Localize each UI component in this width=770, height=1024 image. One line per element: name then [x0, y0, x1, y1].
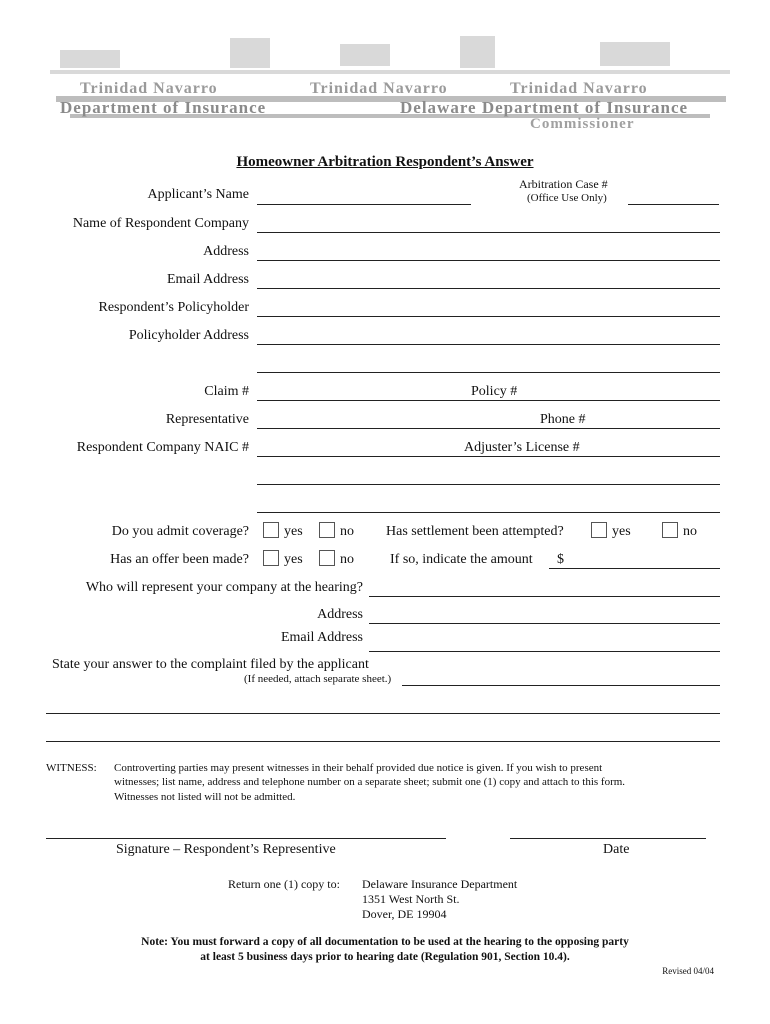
note-line-2: at least 5 business days prior to hearing date (Regulation 901, Section 10.4).: [200, 951, 570, 963]
answer-field-2[interactable]: [46, 713, 720, 714]
policyholder-field[interactable]: [257, 316, 720, 317]
offer-no-checkbox[interactable]: [319, 550, 335, 566]
admit-coverage-no-checkbox[interactable]: [319, 522, 335, 538]
settlement-no-label: no: [683, 524, 697, 539]
answer-field-3[interactable]: [46, 741, 720, 742]
offer-label: Has an offer been made?: [110, 552, 249, 567]
witness-label: WITNESS:: [46, 762, 97, 774]
letterhead-name-repeat: Trinidad Navarro: [310, 80, 448, 97]
admit-coverage-yes-label: yes: [284, 524, 303, 539]
policyholder-address-label: Policyholder Address: [128, 328, 249, 343]
witness-line-3: Witnesses not listed will not be admitted.: [114, 791, 296, 803]
case-office-note: (Office Use Only): [527, 192, 607, 204]
settlement-yes-label: yes: [612, 524, 631, 539]
claim-label: Claim #: [204, 384, 249, 399]
admit-coverage-yes-checkbox[interactable]: [263, 522, 279, 538]
note-line-1: Note: You must forward a copy of all documentation to be used at the hearing to the opposing party: [141, 936, 629, 948]
settlement-label: Has settlement been attempted?: [386, 524, 564, 539]
letterhead-department-full: Delaware Department of Insurance: [400, 98, 689, 117]
rep-address-field[interactable]: [369, 623, 720, 624]
signature-label: Signature – Respondent’s Representive: [116, 842, 336, 857]
claim-policy-field[interactable]: [257, 400, 720, 401]
letterhead-name-repeat-2: Trinidad Navarro: [510, 80, 648, 97]
representative-phone-field[interactable]: [257, 428, 720, 429]
attach-note: (If needed, attach separate sheet.): [244, 673, 392, 685]
letterhead-name: Trinidad Navarro: [80, 80, 218, 97]
policy-label: Policy #: [471, 384, 518, 399]
return-line-3: Dover, DE 19904: [362, 907, 447, 921]
policyholder-address-field-2[interactable]: [257, 372, 720, 373]
rep-email-field[interactable]: [369, 651, 720, 652]
witness-line-2: witnesses; list name, address and telephone number on a separate sheet; submit one (1) copy and attach to this form.: [114, 776, 626, 788]
applicant-name-field[interactable]: [257, 204, 471, 205]
case-number-field[interactable]: [628, 204, 719, 205]
naic-label: Respondent Company NAIC #: [76, 440, 249, 455]
respondent-company-label: Name of Respondent Company: [72, 216, 249, 231]
offer-no-label: no: [340, 552, 354, 567]
adjuster-label: Adjuster’s License #: [464, 440, 580, 455]
signature-field[interactable]: [46, 838, 446, 839]
policyholder-label: Respondent’s Policyholder: [98, 300, 249, 315]
who-represent-label: Who will represent your company at the hearing?: [85, 580, 363, 595]
settlement-no-checkbox[interactable]: [662, 522, 678, 538]
return-line-2: 1351 West North St.: [362, 892, 460, 906]
offer-yes-label: yes: [284, 552, 303, 567]
amount-label: If so, indicate the amount: [390, 552, 533, 567]
offer-yes-checkbox[interactable]: [263, 550, 279, 566]
policyholder-address-field[interactable]: [257, 344, 720, 345]
phone-label: Phone #: [540, 412, 586, 427]
settlement-yes-checkbox[interactable]: [591, 522, 607, 538]
letterhead-department: Department of Insurance: [60, 98, 267, 117]
extra-field-2[interactable]: [257, 512, 720, 513]
admit-coverage-label: Do you admit coverage?: [111, 524, 249, 539]
address-label: Address: [203, 244, 249, 259]
case-number-label: Arbitration Case #: [519, 177, 608, 191]
address-field[interactable]: [257, 260, 720, 261]
form-title: Homeowner Arbitration Respondent’s Answer: [236, 154, 534, 170]
letterhead: [40, 30, 730, 140]
rep-address-label: Address: [317, 607, 363, 622]
amount-field[interactable]: [549, 568, 720, 569]
return-line-1: Delaware Insurance Department: [362, 877, 518, 891]
admit-coverage-no-label: no: [340, 524, 354, 539]
email-field[interactable]: [257, 288, 720, 289]
who-represent-field[interactable]: [369, 596, 720, 597]
naic-adjuster-field[interactable]: [257, 456, 720, 457]
applicant-name-label: Applicant’s Name: [147, 187, 249, 202]
revised-date: Revised 04/04: [662, 966, 714, 976]
email-label: Email Address: [166, 272, 249, 287]
date-field[interactable]: [510, 838, 706, 839]
answer-field-1[interactable]: [402, 685, 720, 686]
representative-label: Representative: [165, 412, 249, 427]
letterhead-commissioner: Commissioner: [530, 116, 635, 132]
rep-email-label: Email Address: [280, 630, 363, 645]
state-answer-label: State your answer to the complaint filed by the applicant: [52, 657, 369, 672]
dollar-sign: $: [557, 552, 564, 567]
date-label: Date: [603, 842, 630, 857]
witness-line-1: Controverting parties may present witnesses in their behalf provided due notice is given. If you wish to present: [114, 762, 603, 774]
respondent-company-field[interactable]: [257, 232, 720, 233]
return-label: Return one (1) copy to:: [228, 877, 340, 891]
extra-field-1[interactable]: [257, 484, 720, 485]
